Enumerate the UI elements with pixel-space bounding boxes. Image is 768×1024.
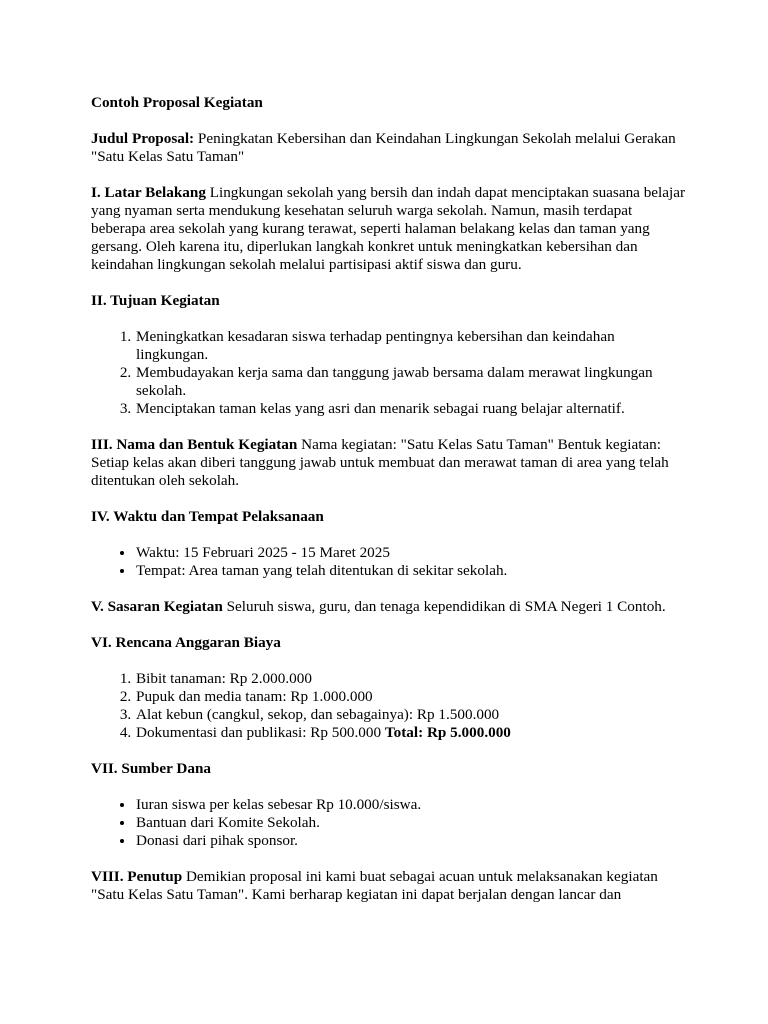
section-nama-bentuk — [91, 436, 687, 490]
document-page — [91, 94, 687, 922]
section-heading: V. Sasaran Kegiatan — [91, 598, 223, 615]
section-heading-waktu-tempat: IV. Waktu dan Tempat Pelaksanaan — [91, 508, 324, 525]
section-heading: VIII. Penutup — [91, 868, 183, 885]
tujuan-list — [91, 328, 687, 418]
list-item: • Donasi dari pihak sponsor. — [135, 832, 687, 850]
section-text: Demikian proposal ini kami buat sebagai acuan untuk melaksanakan kegiatan "Satu Kelas Satu Taman". Kami berharap kegiatan ini dapat berjalan dengan lancar dan — [91, 868, 658, 903]
list-item: 1. Bibit tanaman: Rp 2.000.000 — [135, 670, 687, 688]
list-item: 2. Membudayakan kerja sama dan tanggung jawab bersama dalam merawat lingkungan sekolah. — [135, 364, 687, 400]
section-sasaran — [91, 598, 687, 616]
anggaran-total: Total: Rp 5.000.000 — [384, 724, 511, 741]
judul-label: Judul Proposal: — [91, 130, 195, 147]
section-penutup — [91, 868, 687, 904]
section-text: Nama kegiatan: "Satu Kelas Satu Taman" Bentuk kegiatan: Setiap kelas akan diberi tanggung jawab untuk membuat dan merawat taman di area yang telah ditentukan oleh sekolah. — [91, 436, 669, 489]
sumber-dana-list — [91, 796, 687, 850]
anggaran-list — [91, 670, 687, 742]
list-item: 1. Meningkatkan kesadaran siswa terhadap pentingnya kebersihan dan keindahan lingkungan. — [135, 328, 687, 364]
document-title: Contoh Proposal Kegiatan — [91, 94, 263, 111]
list-item: • Iuran siswa per kelas sebesar Rp 10.000/siswa. — [135, 796, 687, 814]
section-heading: III. Nama dan Bentuk Kegiatan — [91, 436, 298, 453]
list-item: 4. Dokumentasi dan publikasi: Rp 500.000 Total: Rp 5.000.000 — [135, 724, 687, 742]
list-item: 3. Menciptakan taman kelas yang asri dan menarik sebagai ruang belajar alternatif. — [135, 400, 687, 418]
list-item: 2. Pupuk dan media tanam: Rp 1.000.000 — [135, 688, 687, 706]
waktu-tempat-list — [91, 544, 687, 580]
section-heading: I. Latar Belakang — [91, 184, 206, 201]
list-item: 3. Alat kebun (cangkul, sekop, dan sebagainya): Rp 1.500.000 — [135, 706, 687, 724]
section-text: Lingkungan sekolah yang bersih dan indah dapat menciptakan suasana belajar yang nyaman serta mendukung kesehatan seluruh warga sekolah. Namun, masih terdapat beberapa area sekolah yang kurang terawat, seperti halaman belakang kelas dan taman yang gersang. Oleh karena itu, diperlukan langkah konkret untuk meningkatkan kebersihan dan keindahan lingkungan sekolah melalui partisipasi aktif siswa dan guru. — [91, 184, 686, 273]
section-text: Seluruh siswa, guru, dan tenaga kependidikan di SMA Negeri 1 Contoh. — [222, 598, 666, 615]
list-item: • Tempat: Area taman yang telah ditentukan di sekitar sekolah. — [135, 562, 687, 580]
section-heading-sumber-dana: VII. Sumber Dana — [91, 760, 211, 777]
judul-proposal — [91, 130, 687, 166]
list-item: • Bantuan dari Komite Sekolah. — [135, 814, 687, 832]
section-heading-anggaran: VI. Rencana Anggaran Biaya — [91, 634, 281, 651]
judul-text: Peningkatan Kebersihan dan Keindahan Lingkungan Sekolah melalui Gerakan "Satu Kelas Satu Taman" — [91, 130, 676, 165]
section-heading-tujuan: II. Tujuan Kegiatan — [91, 292, 220, 309]
section-latar-belakang — [91, 184, 687, 274]
list-item: • Waktu: 15 Februari 2025 - 15 Maret 2025 — [135, 544, 687, 562]
